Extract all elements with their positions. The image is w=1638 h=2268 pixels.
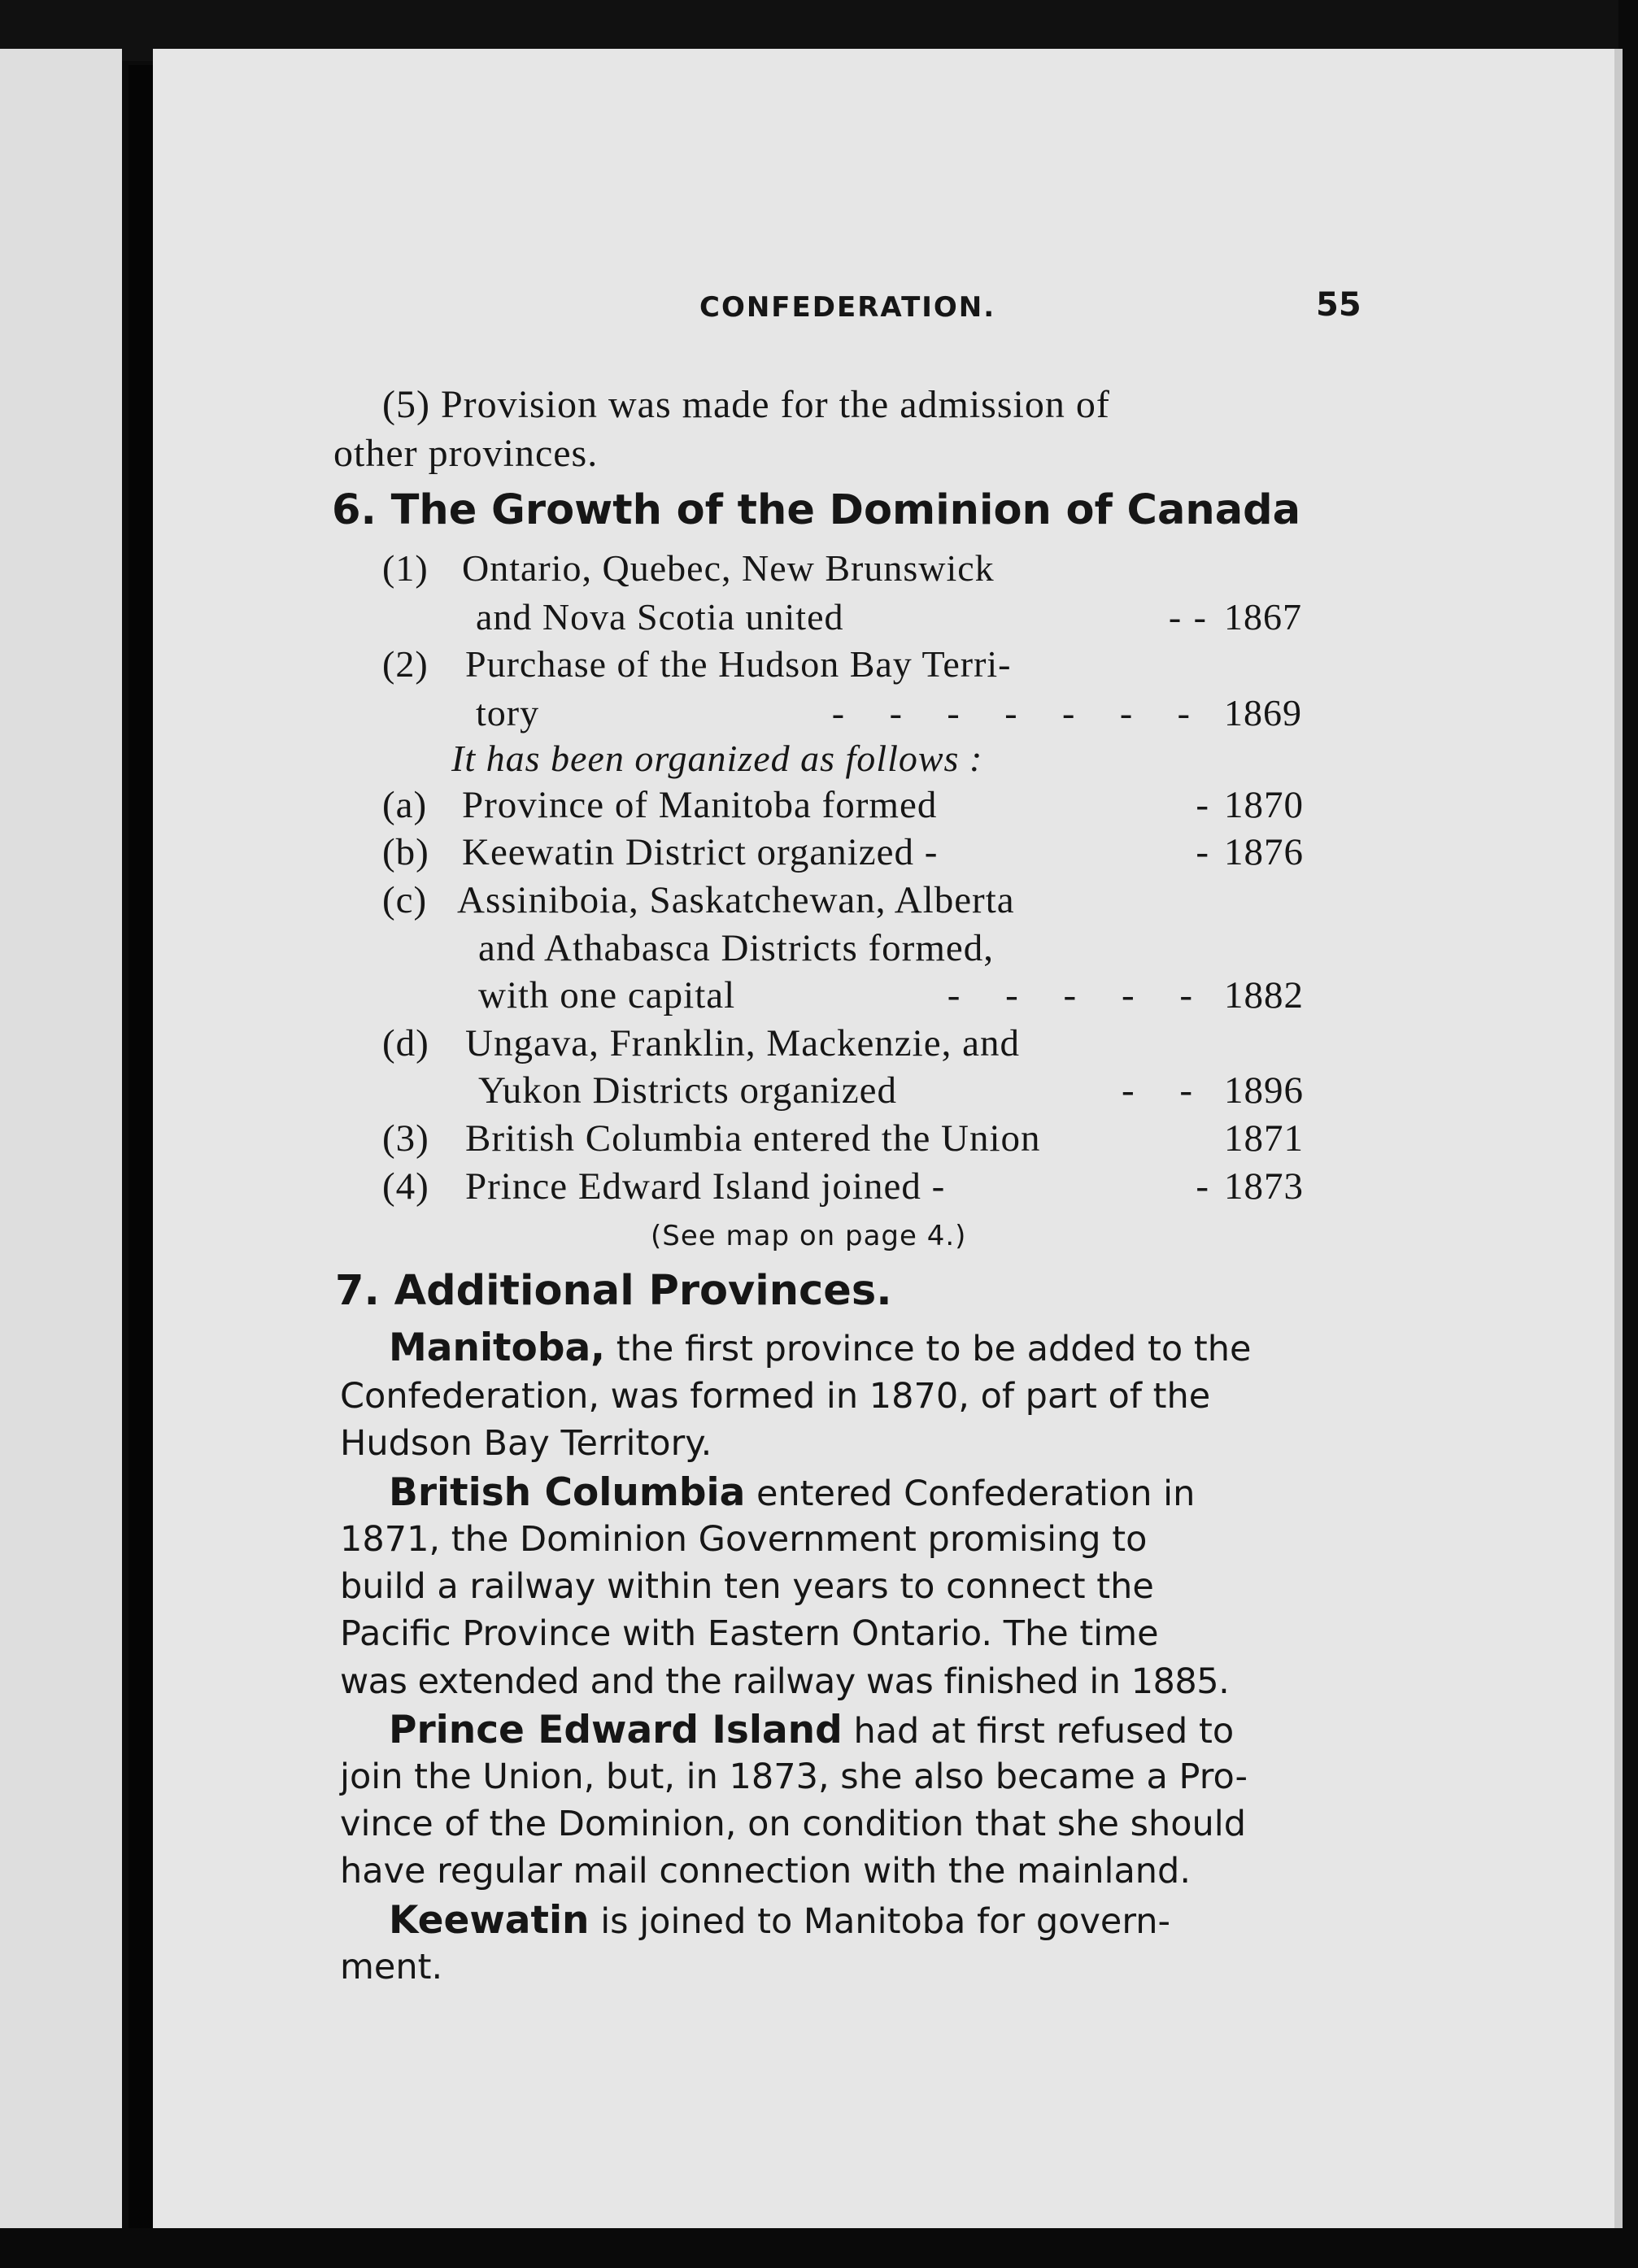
facing-page-edge — [0, 49, 122, 2268]
item-a-year: 1870 — [1224, 784, 1304, 826]
item4-number: (4) — [382, 1165, 429, 1208]
item-c-leader: - - - - - — [947, 974, 1210, 1016]
manitoba-line1 — [389, 1326, 1365, 1370]
manitoba-lead: Manitoba, — [389, 1326, 606, 1370]
bc-line4: Pacific Province with Eastern Ontario. The time — [340, 1613, 1159, 1654]
organized-intro: It has been organized as follows : — [451, 738, 983, 779]
item-a-line1 — [462, 783, 1210, 827]
item2-line1: Purchase of the Hudson Bay Terri- — [465, 643, 1012, 685]
manitoba-line3: Hudson Bay Territory. — [340, 1423, 712, 1464]
bc-line1-text: entered Confederation in — [756, 1474, 1196, 1514]
item4-leader: - — [1196, 1165, 1210, 1208]
item-b-text: Keewatin District organized - — [462, 831, 939, 873]
map-note: (See map on page 4.) — [651, 1220, 967, 1252]
scan-bottom-border — [0, 2228, 1638, 2268]
item2-number: (2) — [382, 643, 429, 685]
item3-year: 1871 — [1224, 1117, 1304, 1160]
item-d-line2 — [478, 1069, 1210, 1112]
section7-heading: 7. Additional Provinces. — [335, 1267, 892, 1315]
pei-line3: vince of the Dominion, on condition that she should — [340, 1804, 1247, 1844]
keewatin-line1-text: is joined to Manitoba for govern- — [600, 1901, 1171, 1942]
item1-number: (1) — [382, 547, 429, 589]
item2-leader: - - - - - - - — [831, 692, 1208, 734]
item-d-leader: - - — [1121, 1069, 1210, 1112]
pei-line2: join the Union, but, in 1873, she also became a Pro- — [340, 1757, 1248, 1797]
item-b-leader: - — [1196, 831, 1210, 873]
manitoba-line2: Confederation, was formed in 1870, of part of the — [340, 1376, 1211, 1417]
item1-year: 1867 — [1224, 596, 1302, 638]
keewatin-line2: ment. — [340, 1947, 443, 1987]
bc-line3: build a railway within ten years to connect the — [340, 1566, 1154, 1607]
item2-year: 1869 — [1224, 692, 1302, 734]
item-c-year: 1882 — [1224, 974, 1304, 1016]
page-number: 55 — [1316, 286, 1361, 324]
item-d-line1: Ungava, Franklin, Mackenzie, and — [465, 1022, 1020, 1064]
item-b-number: (b) — [382, 831, 429, 873]
item-b-line1 — [462, 830, 1210, 874]
item-c-line3 — [478, 973, 1210, 1017]
item-d-line2-text: Yukon Districts organized — [478, 1069, 897, 1112]
item4-text: Prince Edward Island joined - — [465, 1165, 946, 1208]
book-gutter — [129, 65, 153, 2268]
item-c-line2: and Athabasca Districts formed, — [478, 927, 994, 969]
item3-number: (3) — [382, 1117, 429, 1160]
item2-line2-text: tory — [476, 692, 540, 734]
pei-line1-text: had at first refused to — [853, 1711, 1235, 1752]
item2-line2 — [476, 691, 1208, 734]
item3-line1: British Columbia entered the Union — [465, 1117, 1041, 1160]
pei-lead: Prince Edward Island — [389, 1708, 843, 1752]
pei-line4: have regular mail connection with the mainland. — [340, 1851, 1191, 1891]
section6-heading: 6. The Growth of the Dominion of Canada — [332, 486, 1301, 534]
bc-line1 — [389, 1470, 1365, 1515]
item5-line1: (5) Provision was made for the admission of — [382, 383, 1110, 426]
running-head: CONFEDERATION. — [699, 291, 996, 324]
item-c-line3-text: with one capital — [478, 974, 736, 1016]
item-c-number: (c) — [382, 879, 428, 921]
pei-line1 — [389, 1708, 1365, 1752]
item1-leader: - - — [1168, 596, 1208, 638]
bc-line5: was extended and the railway was finished in 1885. — [340, 1661, 1230, 1702]
item5-line2: other provinces. — [333, 432, 599, 475]
item1-line2 — [476, 595, 1208, 638]
item-d-year: 1896 — [1224, 1069, 1304, 1112]
bc-lead: British Columbia — [389, 1470, 746, 1515]
item1-line1: Ontario, Quebec, New Brunswick — [462, 547, 995, 589]
item4-line1 — [465, 1164, 1210, 1208]
item-a-text: Province of Manitoba formed — [462, 784, 938, 826]
keewatin-lead: Keewatin — [389, 1898, 590, 1943]
item-a-leader: - — [1196, 784, 1210, 826]
item-c-line1: Assiniboia, Saskatchewan, Alberta — [457, 879, 1015, 921]
manitoba-line1-text: the first province to be added to the — [616, 1329, 1252, 1369]
item-d-number: (d) — [382, 1022, 429, 1064]
item4-year: 1873 — [1224, 1165, 1304, 1208]
bc-line2: 1871, the Dominion Government promising to — [340, 1519, 1148, 1560]
item-a-number: (a) — [382, 784, 428, 826]
item1-line2-text: and Nova Scotia united — [476, 596, 844, 638]
item-b-year: 1876 — [1224, 831, 1304, 873]
keewatin-line1 — [389, 1898, 1365, 1943]
